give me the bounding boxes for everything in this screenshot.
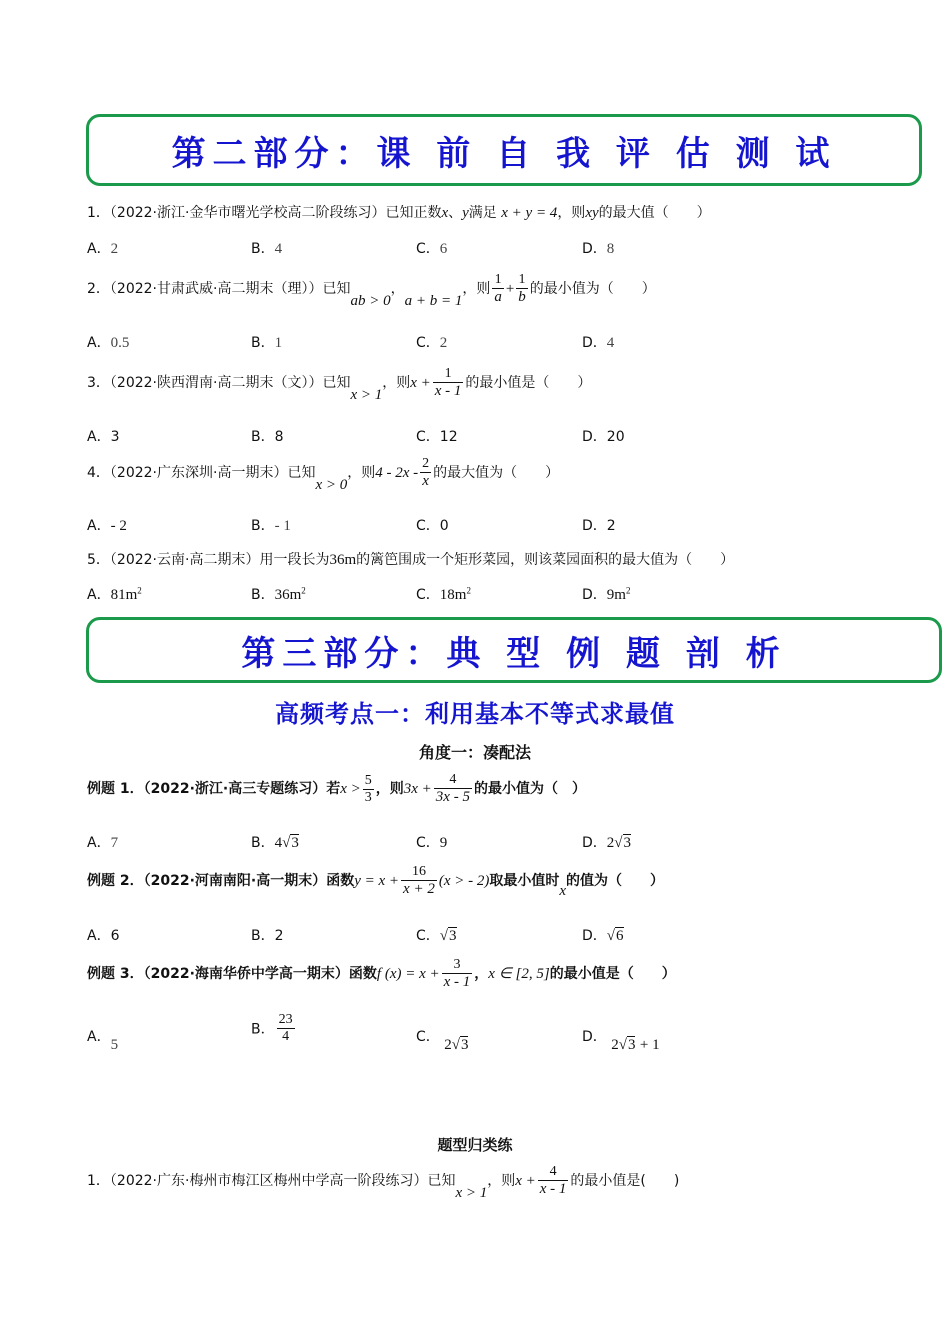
coefficient: 2 bbox=[611, 1037, 619, 1053]
question-text: ，则 bbox=[487, 1173, 516, 1190]
question-source: （2022·云南·高二期末） bbox=[109, 552, 260, 568]
radicand: 3 bbox=[291, 835, 299, 851]
numerator: 1 bbox=[433, 366, 464, 383]
math-condition: x > bbox=[340, 781, 361, 798]
option-label: D． bbox=[582, 241, 607, 257]
question-number: 1． bbox=[87, 205, 110, 221]
question-3 bbox=[87, 366, 591, 404]
superscript: 2 bbox=[625, 585, 631, 596]
question-text: 的最小值为（ ） bbox=[529, 281, 656, 298]
fraction bbox=[442, 957, 473, 991]
option-tail: + 1 bbox=[639, 1037, 660, 1053]
option-d[interactable] bbox=[582, 584, 630, 604]
question-source: （2022·陕西渭南·高二期末（文）） bbox=[109, 375, 323, 392]
option-label: D． bbox=[582, 928, 607, 944]
math-domain: (x > - 2) bbox=[438, 873, 490, 890]
option-label: C． bbox=[416, 241, 440, 257]
example-text: 的最小值为（ ） bbox=[473, 781, 586, 798]
math-expression: xy bbox=[585, 205, 599, 221]
example-2 bbox=[87, 864, 664, 900]
question-text: 的篱笆围成一个矩形菜园，则该菜园面积的最大值为（ ） bbox=[356, 552, 735, 568]
question-text: ，则 bbox=[462, 281, 491, 298]
coefficient: 4 bbox=[274, 835, 283, 851]
question-text: 已知 bbox=[322, 281, 351, 298]
fraction bbox=[538, 1164, 569, 1198]
option-label: B． bbox=[251, 518, 275, 534]
option-label: D． bbox=[582, 587, 607, 603]
option-b[interactable] bbox=[251, 426, 284, 446]
math-expression: x + bbox=[515, 1173, 536, 1190]
math-domain: x ∈ [2, 5] bbox=[488, 966, 550, 983]
question-text: ，则 bbox=[557, 205, 586, 221]
option-label: B． bbox=[251, 835, 275, 851]
option-b[interactable] bbox=[251, 1012, 297, 1045]
example-source: （2022·浙江·高三专题练习） bbox=[143, 781, 327, 798]
option-value: 8 bbox=[606, 241, 615, 257]
fraction bbox=[363, 773, 374, 806]
superscript: 2 bbox=[301, 585, 306, 596]
option-label: C． bbox=[416, 335, 440, 351]
denominator: x - 1 bbox=[434, 383, 462, 400]
option-value: 18m bbox=[439, 587, 467, 603]
option-label: D． bbox=[582, 1029, 607, 1045]
example-number: 例题 1． bbox=[87, 781, 144, 798]
option-c[interactable] bbox=[416, 426, 458, 446]
option-value: - 1 bbox=[274, 518, 291, 534]
numerator: 23 bbox=[277, 1012, 295, 1029]
question-text: 的最小值是（ ） bbox=[465, 375, 592, 392]
denominator: x bbox=[422, 473, 429, 490]
section2-banner bbox=[86, 114, 922, 186]
question-text: ，则 bbox=[347, 465, 376, 482]
math-var: y bbox=[462, 205, 469, 221]
option-value: 2 bbox=[274, 928, 284, 944]
separator: ， bbox=[474, 966, 489, 983]
option-value: - 2 bbox=[110, 518, 127, 534]
question-text: 满足 bbox=[468, 205, 497, 221]
fraction bbox=[420, 456, 431, 490]
option-a[interactable] bbox=[87, 426, 120, 446]
option-label: C． bbox=[416, 928, 440, 944]
math-var: x bbox=[441, 205, 449, 221]
numerator: 1 bbox=[516, 272, 528, 289]
option-value: 1 bbox=[274, 335, 283, 351]
section3-banner-title: 第三部分：典 型 例 题 剖 析 bbox=[241, 633, 787, 674]
option-label: A． bbox=[87, 429, 111, 445]
coefficient: 2 bbox=[444, 1037, 452, 1053]
practice-question-1 bbox=[87, 1164, 679, 1202]
radicand: 3 bbox=[449, 928, 457, 944]
option-value: 36m bbox=[274, 587, 302, 603]
option-label: B． bbox=[251, 429, 275, 445]
question-text: 的最大值为（ ） bbox=[433, 465, 560, 482]
option-a[interactable] bbox=[87, 1026, 119, 1053]
numerator: 16 bbox=[401, 864, 437, 881]
math-var: x bbox=[559, 883, 567, 900]
option-value: 4 bbox=[274, 241, 283, 257]
option-c[interactable]: C．√3 bbox=[416, 928, 457, 944]
numerator: 1 bbox=[492, 272, 504, 289]
fraction bbox=[277, 1012, 295, 1045]
example-text: 取最小值时 bbox=[489, 873, 560, 890]
question-number: 4． bbox=[87, 465, 110, 482]
option-label: C． bbox=[416, 518, 440, 534]
denominator: 3 bbox=[364, 789, 372, 805]
example-text: 函数 bbox=[348, 966, 377, 983]
option-c[interactable] bbox=[416, 832, 447, 852]
denominator: 3x - 5 bbox=[435, 789, 470, 806]
question-text: 已知 bbox=[427, 1173, 456, 1190]
numerator: 3 bbox=[442, 957, 473, 974]
option-b[interactable] bbox=[251, 332, 282, 352]
question-number: 3． bbox=[87, 375, 110, 392]
math-condition: a + b = 1 bbox=[404, 293, 463, 310]
option-value: 5 bbox=[110, 1037, 119, 1053]
section3-banner bbox=[86, 617, 942, 683]
option-label: D． bbox=[582, 429, 607, 445]
option-label: D． bbox=[582, 518, 607, 534]
question-source: （2022·甘肃武威·高二期末（理）） bbox=[109, 281, 323, 298]
option-d[interactable] bbox=[582, 238, 614, 258]
option-d[interactable]: D．2√3 bbox=[582, 835, 632, 851]
option-d[interactable] bbox=[582, 426, 625, 446]
math-expression: x + bbox=[410, 375, 431, 392]
option-b[interactable] bbox=[251, 925, 284, 945]
example-text: 若 bbox=[326, 781, 341, 798]
numerator: 5 bbox=[363, 773, 374, 790]
example-text: 的值为（ ） bbox=[566, 873, 665, 890]
superscript: 2 bbox=[466, 585, 471, 596]
option-value: 8 bbox=[274, 429, 284, 445]
option-c[interactable] bbox=[416, 584, 471, 604]
option-label: B． bbox=[251, 1021, 275, 1038]
option-d[interactable] bbox=[582, 332, 614, 352]
option-label: C． bbox=[416, 835, 440, 851]
question-1 bbox=[87, 202, 711, 222]
option-d[interactable]: D．√6 bbox=[582, 928, 624, 944]
coefficient: 2 bbox=[606, 835, 615, 851]
example-source: （2022·海南华侨中学高一期末） bbox=[143, 966, 349, 983]
example-number: 例题 3． bbox=[87, 966, 144, 983]
example-number: 例题 2． bbox=[87, 873, 144, 890]
question-source: （2022·浙江·金华市曙光学校高二阶段练习） bbox=[109, 205, 386, 221]
option-b[interactable] bbox=[251, 515, 291, 535]
denominator: a bbox=[494, 289, 502, 306]
example-text: 函数 bbox=[326, 873, 355, 890]
option-label: A． bbox=[87, 835, 111, 851]
numerator: 4 bbox=[538, 1164, 569, 1181]
option-label: B． bbox=[251, 241, 275, 257]
math-condition: x > 0 bbox=[315, 477, 348, 494]
question-source: （2022·广东·梅州市梅江区梅州中学高一阶段练习） bbox=[109, 1173, 428, 1190]
option-value: 0.5 bbox=[110, 335, 130, 351]
option-value: 9m bbox=[606, 587, 626, 603]
option-label: D． bbox=[582, 835, 607, 851]
superscript: 2 bbox=[137, 585, 142, 596]
option-d[interactable] bbox=[582, 515, 616, 535]
question-text: ，则 bbox=[382, 375, 411, 392]
option-value: 0 bbox=[439, 518, 449, 534]
angle-heading: 角度一：凑配法 bbox=[418, 743, 531, 762]
fraction bbox=[401, 864, 437, 898]
option-a[interactable] bbox=[87, 515, 127, 535]
math-expression: y = x + bbox=[354, 873, 400, 890]
option-value: 12 bbox=[439, 429, 458, 445]
option-label: A． bbox=[87, 518, 111, 534]
option-a[interactable] bbox=[87, 925, 120, 945]
option-label: C． bbox=[416, 587, 440, 603]
question-text: 的最大值（ ） bbox=[598, 205, 711, 221]
option-b[interactable]: B．4√3 bbox=[251, 835, 299, 851]
fraction bbox=[434, 772, 472, 806]
plus-sign: + bbox=[505, 281, 515, 298]
example-3 bbox=[87, 957, 676, 991]
fraction bbox=[492, 272, 504, 306]
example-text: 的最小值是（ ） bbox=[549, 966, 676, 983]
option-value: 4 bbox=[606, 335, 615, 351]
denominator: x - 1 bbox=[443, 974, 471, 991]
question-text: 已知 bbox=[287, 465, 316, 482]
example-text: ，则 bbox=[375, 781, 404, 798]
option-value: 2 bbox=[439, 335, 448, 351]
section-subtitle: 高频考点一：利用基本不等式求最值 bbox=[275, 700, 675, 728]
example-source: （2022·河南南阳·高一期末） bbox=[143, 873, 327, 890]
radicand: 3 bbox=[623, 835, 632, 851]
math-condition: ab > 0 bbox=[350, 293, 391, 310]
question-number: 2． bbox=[87, 281, 110, 298]
practice-title: 题型归类练 bbox=[437, 1136, 513, 1154]
option-label: A． bbox=[87, 928, 111, 944]
option-value: 81m bbox=[110, 587, 138, 603]
fraction bbox=[433, 366, 464, 400]
question-4 bbox=[87, 456, 559, 494]
radicand: 6 bbox=[616, 928, 624, 944]
section2-banner-title: 第二部分：课 前 自 我 评 估 测 试 bbox=[171, 133, 837, 174]
question-5 bbox=[87, 549, 734, 569]
option-value: 2 bbox=[110, 241, 119, 257]
math-condition: x > 1 bbox=[350, 387, 383, 404]
radicand: 3 bbox=[627, 1037, 636, 1053]
numerator: 4 bbox=[434, 772, 472, 789]
option-label: A． bbox=[87, 335, 111, 351]
question-text: 已知正数 bbox=[385, 205, 442, 221]
option-a[interactable] bbox=[87, 238, 118, 258]
option-value: 2 bbox=[606, 518, 616, 534]
denominator: x + 2 bbox=[403, 881, 435, 898]
math-condition: x > 1 bbox=[455, 1185, 488, 1202]
option-c[interactable] bbox=[416, 515, 449, 535]
option-value: 9 bbox=[439, 835, 448, 851]
option-value: 7 bbox=[110, 835, 119, 851]
question-2 bbox=[87, 272, 656, 310]
question-text: 用一段长为 bbox=[259, 552, 330, 568]
option-value: 20 bbox=[606, 429, 625, 445]
option-label: B． bbox=[251, 928, 275, 944]
option-b[interactable] bbox=[251, 238, 282, 258]
option-label: D． bbox=[582, 335, 607, 351]
math-condition: x + y = 4 bbox=[501, 205, 558, 221]
separator: 、 bbox=[448, 205, 463, 221]
option-b[interactable] bbox=[251, 584, 306, 604]
option-a[interactable] bbox=[87, 584, 142, 604]
numerator: 2 bbox=[420, 456, 431, 473]
option-value: 3 bbox=[110, 429, 120, 445]
math-value: 36m bbox=[329, 552, 357, 568]
math-expression: 3x + bbox=[403, 781, 432, 798]
question-text: 已知 bbox=[322, 375, 351, 392]
question-number: 5． bbox=[87, 552, 110, 568]
option-label: B． bbox=[251, 587, 275, 603]
fraction bbox=[516, 272, 528, 306]
option-a[interactable] bbox=[87, 332, 129, 352]
option-value: 6 bbox=[110, 928, 120, 944]
denominator: x - 1 bbox=[539, 1181, 567, 1198]
option-label: A． bbox=[87, 241, 111, 257]
example-1 bbox=[87, 772, 586, 806]
option-label: A． bbox=[87, 1029, 111, 1045]
radicand: 3 bbox=[460, 1037, 469, 1053]
option-a[interactable] bbox=[87, 832, 118, 852]
option-label: B． bbox=[251, 335, 275, 351]
math-expression: 4 - 2x - bbox=[375, 465, 419, 482]
option-d[interactable]: D． 2√3 + 1 bbox=[582, 1029, 660, 1053]
separator: ， bbox=[390, 281, 405, 298]
math-expression: f (x) = x + bbox=[376, 966, 440, 983]
option-label: A． bbox=[87, 587, 111, 603]
denominator: 4 bbox=[282, 1029, 290, 1045]
option-c[interactable] bbox=[416, 332, 447, 352]
question-source: （2022·广东深圳·高一期末） bbox=[109, 465, 288, 482]
option-label: C． bbox=[416, 1029, 440, 1045]
option-c[interactable]: C． 2√3 bbox=[416, 1029, 469, 1053]
question-number: 1． bbox=[87, 1173, 110, 1190]
option-c[interactable] bbox=[416, 238, 447, 258]
question-text: 的最小值是( ) bbox=[570, 1173, 680, 1190]
option-value: 6 bbox=[439, 241, 448, 257]
option-label: C． bbox=[416, 429, 440, 445]
denominator: b bbox=[518, 289, 526, 306]
